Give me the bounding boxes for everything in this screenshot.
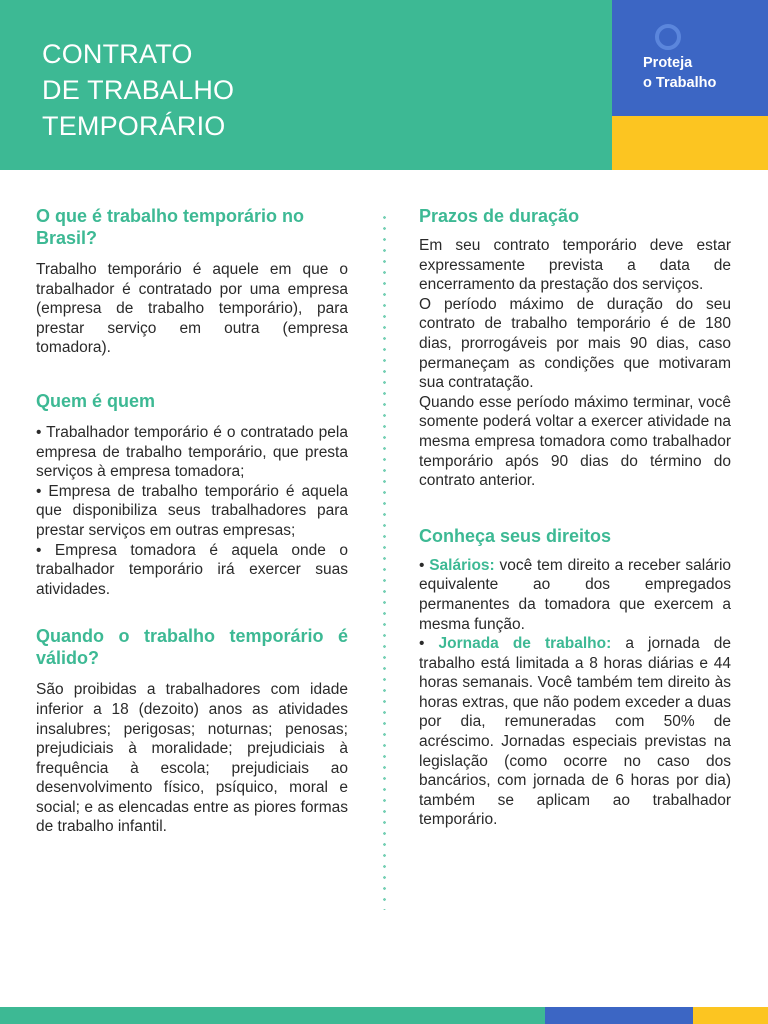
section-rights <box>419 525 731 830</box>
list-item: • Empresa de trabalho temporário é aquela que disponibiliza seus trabalhadores para prestar serviços em outras empresas; <box>36 482 348 539</box>
section-body-what-is: Trabalho temporário é aquele em que o trabalhador é contratado por uma empresa (empresa de trabalho temporário), para prestar serviço em outra (empresa tomadora). <box>36 261 348 357</box>
section-what-is <box>36 205 348 358</box>
list-item: • Empresa tomadora é aquela onde o trabalhador temporário irá exercer suas atividades. <box>36 541 348 598</box>
section-title-rights: Conheça seus direitos <box>419 525 612 546</box>
left-column <box>36 205 348 837</box>
footer-stripe-green <box>0 1007 545 1024</box>
section-duration <box>419 205 731 491</box>
header-banner <box>0 0 612 170</box>
list-item <box>419 634 731 830</box>
section-title-duration: Prazos de duração <box>419 206 580 226</box>
duration-paragraphs <box>419 236 731 491</box>
section-who-is-who <box>36 390 348 599</box>
section-title-what-is: O que é trabalho temporário no Brasil? <box>36 206 305 248</box>
list-item <box>419 556 731 634</box>
bullet: • <box>419 556 430 574</box>
right-column <box>419 205 731 830</box>
who-is-who-list <box>36 423 348 599</box>
page-title-line-2: DE TRABALHO <box>42 75 235 105</box>
page-title-line-3: TEMPORÁRIO <box>42 111 226 141</box>
brand-logo-text <box>643 53 716 93</box>
circle-ring-icon <box>655 24 681 50</box>
brand-line-1: Proteja <box>643 55 693 71</box>
footer-stripe-blue <box>545 1007 693 1024</box>
brand-accent-panel <box>612 116 768 170</box>
right-text: a jornada de trabalho está limitada a 8 horas diárias e 44 horas semanais. Você também tem direito às horas extras, que não podem exceder a duas por dia, remuneradas com 50% de acréscimo. Jornadas especiais previstas na legislação (como ocorre no caso dos bancários, com jornada de 6 horas por dia) também se aplicam ao trabalhador temporário. <box>419 635 731 829</box>
paragraph: Em seu contrato temporário deve estar expressamente prevista a data de encerramento da prestação dos serviços. <box>419 237 731 294</box>
brand-line-2: o Trabalho <box>643 75 717 91</box>
dotted-divider <box>383 212 386 910</box>
bullet: • <box>419 635 439 653</box>
right-label: Jornada de trabalho: <box>438 635 612 653</box>
paragraph: Quando esse período máximo terminar, você somente poderá voltar a exercer atividade na mesma empresa tomadora como trabalhador temporário após 90 dias do término do contrato anterior. <box>419 393 731 490</box>
right-label: Salários: <box>429 556 495 574</box>
rights-list <box>419 556 731 830</box>
page-title <box>42 36 234 144</box>
section-title-when-valid: Quando o trabalho temporário é válido? <box>36 626 348 669</box>
right-text: você tem direito a receber salário equivalente ao dos empregados permanentes da tomadora que exercem a mesma função. <box>419 556 732 633</box>
list-item: • Trabalhador temporário é o contratado pela empresa de trabalho temporário, que presta serviços à empresa tomadora; <box>36 423 348 481</box>
section-body-when-valid: São proibidas a trabalhadores com idade inferior a 18 (dezoito) anos as atividades insalubres; perigosas; noturnas; penosas; prejudiciais à moralidade; prejudiciais à frequência à escola; prejudiciais ao desenvolvimento físico, psíquico, moral e social; e as elencadas entre as piores formas de trabalho infantil. <box>36 681 348 836</box>
paragraph: O período máximo de duração do seu contrato de trabalho temporário é de 180 dias, prorrogáveis por mais 90 dias, caso permaneçam as condições que motivaram sua contratação. <box>419 295 731 392</box>
page-title-line-1: CONTRATO <box>42 39 193 69</box>
section-title-who-is-who: Quem é quem <box>36 390 156 411</box>
section-when-valid <box>36 625 348 837</box>
footer-stripe-yellow <box>693 1007 768 1024</box>
